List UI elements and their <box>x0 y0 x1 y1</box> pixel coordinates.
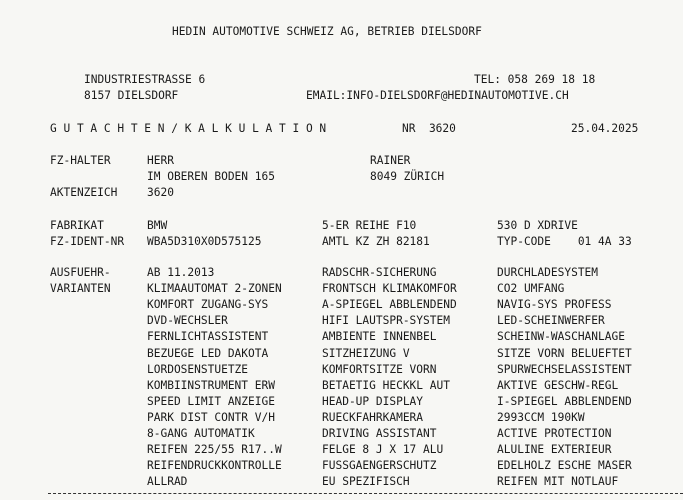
option-item: HIFI LAUTSPR-SYSTEM <box>322 314 450 327</box>
option-item: EDELHOLZ ESCHE MASER <box>497 459 632 472</box>
holder-street: IM OBEREN BODEN 165 <box>147 170 275 183</box>
vehicle-variant: 530 D XDRIVE <box>497 219 578 232</box>
options-label-2: VARIANTEN <box>50 282 111 295</box>
vehicle-model: 5-ER REIHE F10 <box>322 219 417 232</box>
option-item: BETAETIG HECKKL AUT <box>322 379 450 392</box>
option-item: DRIVING ASSISTANT <box>322 427 437 440</box>
option-item: NAVIG-SYS PROFESS <box>497 298 612 311</box>
option-item: LORDOSENSTUETZE <box>147 363 249 376</box>
option-item: AB 11.2013 <box>147 266 215 279</box>
option-item: ACTIVE PROTECTION <box>497 427 612 440</box>
ident-label: FZ-IDENT-NR <box>50 235 125 248</box>
address-city: 8157 DIELSDORF <box>84 89 179 102</box>
option-item: AMBIENTE INNENBEL <box>322 330 437 343</box>
option-item: ALLRAD <box>147 475 188 488</box>
holder-firstname: RAINER <box>370 154 411 167</box>
email: EMAIL:INFO-DIELSDORF@HEDINAUTOMOTIVE.CH <box>306 89 569 102</box>
option-item: KLIMAAUTOMAT 2-ZONEN <box>147 282 282 295</box>
bottom-divider <box>48 493 683 495</box>
option-item: FERNLICHTASSISTENT <box>147 330 269 343</box>
option-item: KOMFORTSITZE VORN <box>322 363 437 376</box>
option-item: RADSCHR-SICHERUNG <box>322 266 437 279</box>
option-item: REIFENDRUCKKONTROLLE <box>147 459 282 472</box>
vehicle-type-code: TYP-CODE 01 4A 33 <box>497 235 632 248</box>
vehicle-make: BMW <box>147 219 168 232</box>
option-item: RUECKFAHRKAMERA <box>322 411 424 424</box>
option-item: CO2 UMFANG <box>497 282 565 295</box>
option-item: SCHEINW-WASCHANLAGE <box>497 330 625 343</box>
option-item: KOMBIINSTRUMENT ERW <box>147 379 275 392</box>
vehicle-plate: AMTL KZ ZH 82181 <box>322 235 430 248</box>
document-date: 25.04.2025 <box>571 122 639 135</box>
option-item: DVD-WECHSLER <box>147 314 228 327</box>
options-label-1: AUSFUEHR- <box>50 266 111 279</box>
telephone: TEL: 058 269 18 18 <box>474 73 596 86</box>
option-item: SITZHEIZUNG V <box>322 347 410 360</box>
option-item: KOMFORT ZUGANG-SYS <box>147 298 269 311</box>
option-item: FELGE 8 J X 17 ALU <box>322 443 444 456</box>
document-number: NR 3620 <box>402 122 456 135</box>
vehicle-vin: WBA5D310X0D575125 <box>147 235 262 248</box>
option-item: ALULINE EXTERIEUR <box>497 443 612 456</box>
company-name: HEDIN AUTOMOTIVE SCHWEIZ AG, BETRIEB DIELSDORF <box>172 25 482 38</box>
option-item: LED-SCHEINWERFER <box>497 314 605 327</box>
option-item: DURCHLADESYSTEM <box>497 266 599 279</box>
option-item: SITZE VORN BELUEFTET <box>497 347 632 360</box>
option-item: FRONTSCH KLIMAKOMFOR <box>322 282 457 295</box>
reference-label: AKTENZEICH <box>50 186 118 199</box>
address-street: INDUSTRIESTRASSE 6 <box>84 73 206 86</box>
option-item: HEAD-UP DISPLAY <box>322 395 424 408</box>
option-item: A-SPIEGEL ABBLENDEND <box>322 298 457 311</box>
option-item: REIFEN MIT NOTLAUF <box>497 475 619 488</box>
option-item: 2993CCM 190KW <box>497 411 585 424</box>
holder-city: 8049 ZÜRICH <box>370 170 445 183</box>
holder-label: FZ-HALTER <box>50 154 111 167</box>
holder-salutation: HERR <box>147 154 174 167</box>
option-item: REIFEN 225/55 R17..W <box>147 443 282 456</box>
option-item: PARK DIST CONTR V/H <box>147 411 275 424</box>
option-item: I-SPIEGEL ABBLENDEND <box>497 395 632 408</box>
option-item: AKTIVE GESCHW-REGL <box>497 379 619 392</box>
make-label: FABRIKAT <box>50 219 104 232</box>
option-item: 8-GANG AUTOMATIK <box>147 427 255 440</box>
option-item: BEZUEGE LED DAKOTA <box>147 347 269 360</box>
document-title: G U T A C H T E N / K A L K U L A T I O N <box>50 122 327 135</box>
reference-number: 3620 <box>147 186 174 199</box>
option-item: EU SPEZIFISCH <box>322 475 410 488</box>
option-item: SPURWECHSELASSISTENT <box>497 363 632 376</box>
option-item: FUSSGAENGERSCHUTZ <box>322 459 437 472</box>
option-item: SPEED LIMIT ANZEIGE <box>147 395 275 408</box>
